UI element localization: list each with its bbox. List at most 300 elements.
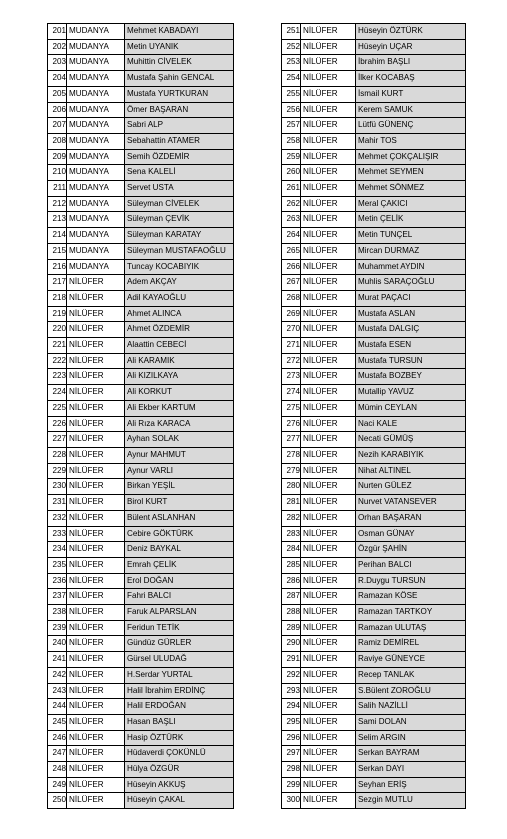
table-row — [48, 447, 234, 463]
row-number: 257 — [282, 118, 301, 134]
row-number: 215 — [48, 243, 67, 259]
row-number: 268 — [282, 290, 301, 306]
district-cell: MUDANYA — [67, 86, 125, 102]
row-number: 243 — [48, 683, 67, 699]
table-row — [282, 620, 466, 636]
name-cell: Ramazan TARTKOY — [356, 605, 466, 621]
table-row — [282, 322, 466, 338]
table-row — [48, 652, 234, 668]
name-cell: Mehmet ÇOKÇALIŞIR — [356, 149, 466, 165]
table-row — [48, 306, 234, 322]
name-cell: Servet USTA — [125, 181, 234, 197]
name-cell: İsmail KURT — [356, 86, 466, 102]
row-number: 207 — [48, 118, 67, 134]
name-cell: Feridun TETİK — [125, 620, 234, 636]
table-row — [282, 714, 466, 730]
row-number: 289 — [282, 620, 301, 636]
row-number: 296 — [282, 730, 301, 746]
name-cell: Mehmet KABADAYI — [125, 24, 234, 40]
district-cell: NİLÜFER — [67, 479, 125, 495]
district-cell: NİLÜFER — [67, 699, 125, 715]
district-cell: MUDANYA — [67, 165, 125, 181]
member-table-right — [281, 23, 466, 809]
district-cell: NİLÜFER — [301, 683, 356, 699]
table-row — [282, 793, 466, 809]
table-row — [48, 479, 234, 495]
member-table-right-body — [282, 24, 466, 809]
name-cell: Ali KORKUT — [125, 385, 234, 401]
name-cell: Recep TANLAK — [356, 667, 466, 683]
table-row — [282, 605, 466, 621]
name-cell: Metin TUNÇEL — [356, 228, 466, 244]
table-row — [282, 495, 466, 511]
district-cell: NİLÜFER — [67, 777, 125, 793]
row-number: 256 — [282, 102, 301, 118]
table-row — [48, 71, 234, 87]
name-cell: Birol KURT — [125, 495, 234, 511]
table-row — [48, 118, 234, 134]
table-row — [282, 228, 466, 244]
row-number: 234 — [48, 542, 67, 558]
row-number: 270 — [282, 322, 301, 338]
table-row — [48, 369, 234, 385]
row-number: 239 — [48, 620, 67, 636]
district-cell: NİLÜFER — [301, 118, 356, 134]
district-cell: NİLÜFER — [67, 306, 125, 322]
table-row — [282, 71, 466, 87]
name-cell: Süleyman ÇEVİK — [125, 212, 234, 228]
district-cell: NİLÜFER — [301, 400, 356, 416]
name-cell: Alaattin CEBECİ — [125, 338, 234, 354]
row-number: 264 — [282, 228, 301, 244]
name-cell: Hülya ÖZGÜR — [125, 762, 234, 778]
table-row — [282, 196, 466, 212]
name-cell: Ali Ekber KARTUM — [125, 400, 234, 416]
table-row — [282, 479, 466, 495]
district-cell: NİLÜFER — [301, 479, 356, 495]
name-cell: Muhittin CİVELEK — [125, 55, 234, 71]
row-number: 231 — [48, 495, 67, 511]
table-row — [48, 542, 234, 558]
row-number: 229 — [48, 463, 67, 479]
row-number: 255 — [282, 86, 301, 102]
district-cell: NİLÜFER — [301, 510, 356, 526]
table-row — [282, 149, 466, 165]
row-number: 283 — [282, 526, 301, 542]
name-cell: Semih ÖZDEMİR — [125, 149, 234, 165]
table-row — [282, 102, 466, 118]
row-number: 237 — [48, 589, 67, 605]
name-cell: Necati GÜMÜŞ — [356, 432, 466, 448]
row-number: 249 — [48, 777, 67, 793]
row-number: 213 — [48, 212, 67, 228]
table-row — [282, 39, 466, 55]
table-row — [48, 338, 234, 354]
name-cell: Sezgin MUTLU — [356, 793, 466, 809]
district-cell: NİLÜFER — [301, 652, 356, 668]
name-cell: Lütfü GÜNENÇ — [356, 118, 466, 134]
table-row — [282, 86, 466, 102]
name-cell: Muhlis SARAÇOĞLU — [356, 275, 466, 291]
district-cell: NİLÜFER — [301, 275, 356, 291]
row-number: 242 — [48, 667, 67, 683]
table-row — [48, 667, 234, 683]
district-cell: MUDANYA — [67, 181, 125, 197]
district-cell: NİLÜFER — [301, 86, 356, 102]
table-row — [48, 165, 234, 181]
district-cell: NİLÜFER — [301, 526, 356, 542]
row-number: 299 — [282, 777, 301, 793]
district-cell: NİLÜFER — [301, 589, 356, 605]
district-cell: NİLÜFER — [67, 589, 125, 605]
district-cell: MUDANYA — [67, 102, 125, 118]
district-cell: NİLÜFER — [67, 416, 125, 432]
table-row — [48, 730, 234, 746]
table-row — [282, 118, 466, 134]
table-row — [282, 338, 466, 354]
row-number: 251 — [282, 24, 301, 40]
name-cell: Mümin CEYLAN — [356, 400, 466, 416]
name-cell: İlker KOCABAŞ — [356, 71, 466, 87]
district-cell: NİLÜFER — [301, 605, 356, 621]
name-cell: Ali KARAMIK — [125, 353, 234, 369]
district-cell: NİLÜFER — [301, 730, 356, 746]
name-cell: Sebahattin ATAMER — [125, 133, 234, 149]
district-cell: NİLÜFER — [301, 322, 356, 338]
table-row — [48, 463, 234, 479]
name-cell: Faruk ALPARSLAN — [125, 605, 234, 621]
district-cell: NİLÜFER — [67, 730, 125, 746]
table-row — [48, 228, 234, 244]
name-cell: Aynur VARLI — [125, 463, 234, 479]
table-row — [48, 86, 234, 102]
name-cell: Hüseyin ÇAKAL — [125, 793, 234, 809]
district-cell: NİLÜFER — [301, 196, 356, 212]
table-row — [282, 259, 466, 275]
table-row — [282, 777, 466, 793]
district-cell: NİLÜFER — [67, 338, 125, 354]
name-cell: Kerem SAMUK — [356, 102, 466, 118]
name-cell: Naci KALE — [356, 416, 466, 432]
name-cell: Süleyman CİVELEK — [125, 196, 234, 212]
district-cell: NİLÜFER — [301, 542, 356, 558]
district-cell: NİLÜFER — [301, 212, 356, 228]
row-number: 223 — [48, 369, 67, 385]
row-number: 271 — [282, 338, 301, 354]
table-row — [282, 243, 466, 259]
name-cell: Hüdaverdi ÇOKÜNLÜ — [125, 746, 234, 762]
table-row — [282, 181, 466, 197]
name-cell: Gündüz GÜRLER — [125, 636, 234, 652]
row-number: 288 — [282, 605, 301, 621]
row-number: 263 — [282, 212, 301, 228]
row-number: 201 — [48, 24, 67, 40]
table-row — [48, 322, 234, 338]
row-number: 240 — [48, 636, 67, 652]
row-number: 218 — [48, 290, 67, 306]
row-number: 224 — [48, 385, 67, 401]
row-number: 241 — [48, 652, 67, 668]
name-cell: Özgür ŞAHİN — [356, 542, 466, 558]
table-row — [282, 573, 466, 589]
table-row — [282, 652, 466, 668]
district-cell: NİLÜFER — [67, 667, 125, 683]
table-row — [282, 667, 466, 683]
name-cell: Mustafa BOZBEY — [356, 369, 466, 385]
row-number: 250 — [48, 793, 67, 809]
name-cell: Hasan BAŞLI — [125, 714, 234, 730]
row-number: 206 — [48, 102, 67, 118]
district-cell: NİLÜFER — [301, 432, 356, 448]
row-number: 253 — [282, 55, 301, 71]
name-cell: Nurvet VATANSEVER — [356, 495, 466, 511]
name-cell: Muhammet AYDIN — [356, 259, 466, 275]
table-row — [48, 55, 234, 71]
table-row — [282, 526, 466, 542]
row-number: 294 — [282, 699, 301, 715]
table-row — [48, 133, 234, 149]
name-cell: Sabri ALP — [125, 118, 234, 134]
name-cell: H.Serdar YURTAL — [125, 667, 234, 683]
district-cell: NİLÜFER — [301, 259, 356, 275]
table-row — [282, 385, 466, 401]
table-row — [48, 353, 234, 369]
table-row — [282, 55, 466, 71]
district-cell: NİLÜFER — [67, 369, 125, 385]
table-row — [282, 557, 466, 573]
district-cell: MUDANYA — [67, 71, 125, 87]
name-cell: Sena KALELİ — [125, 165, 234, 181]
district-cell: NİLÜFER — [301, 699, 356, 715]
row-number: 208 — [48, 133, 67, 149]
district-cell: MUDANYA — [67, 149, 125, 165]
table-row — [282, 683, 466, 699]
table-row — [48, 589, 234, 605]
district-cell: NİLÜFER — [301, 416, 356, 432]
name-cell: Bülent ASLANHAN — [125, 510, 234, 526]
name-cell: Ramazan ULUTAŞ — [356, 620, 466, 636]
district-cell: NİLÜFER — [301, 667, 356, 683]
name-cell: Seyhan ERİŞ — [356, 777, 466, 793]
name-cell: Mustafa ASLAN — [356, 306, 466, 322]
row-number: 245 — [48, 714, 67, 730]
district-cell: NİLÜFER — [67, 683, 125, 699]
row-number: 278 — [282, 447, 301, 463]
district-cell: MUDANYA — [67, 133, 125, 149]
district-cell: NİLÜFER — [301, 463, 356, 479]
row-number: 246 — [48, 730, 67, 746]
row-number: 279 — [282, 463, 301, 479]
table-row — [282, 133, 466, 149]
district-cell: NİLÜFER — [67, 447, 125, 463]
district-cell: NİLÜFER — [67, 495, 125, 511]
table-row — [48, 510, 234, 526]
name-cell: Emrah ÇELİK — [125, 557, 234, 573]
table-row — [282, 746, 466, 762]
table-row — [48, 746, 234, 762]
row-number: 272 — [282, 353, 301, 369]
district-cell: NİLÜFER — [67, 400, 125, 416]
name-cell: Birkan YEŞİL — [125, 479, 234, 495]
row-number: 225 — [48, 400, 67, 416]
name-cell: Ali Rıza KARACA — [125, 416, 234, 432]
row-number: 293 — [282, 683, 301, 699]
district-cell: NİLÜFER — [67, 275, 125, 291]
row-number: 298 — [282, 762, 301, 778]
name-cell: S.Bülent ZOROĞLU — [356, 683, 466, 699]
district-cell: NİLÜFER — [67, 526, 125, 542]
table-row — [48, 605, 234, 621]
table-row — [48, 39, 234, 55]
row-number: 214 — [48, 228, 67, 244]
table-row — [282, 165, 466, 181]
name-cell: Mahir TOS — [356, 133, 466, 149]
name-cell: Süleyman KARATAY — [125, 228, 234, 244]
district-cell: NİLÜFER — [67, 605, 125, 621]
name-cell: Serkan DAYI — [356, 762, 466, 778]
member-table-left — [47, 23, 234, 809]
name-cell: Hüseyin AKKUŞ — [125, 777, 234, 793]
member-table-left-body — [48, 24, 234, 809]
table-row — [48, 683, 234, 699]
district-cell: NİLÜFER — [301, 102, 356, 118]
row-number: 248 — [48, 762, 67, 778]
district-cell: NİLÜFER — [67, 714, 125, 730]
row-number: 273 — [282, 369, 301, 385]
row-number: 209 — [48, 149, 67, 165]
district-cell: NİLÜFER — [301, 228, 356, 244]
district-cell: MUDANYA — [67, 259, 125, 275]
district-cell: NİLÜFER — [67, 510, 125, 526]
district-cell: NİLÜFER — [67, 432, 125, 448]
row-number: 275 — [282, 400, 301, 416]
row-number: 216 — [48, 259, 67, 275]
name-cell: Hüseyin ÖZTÜRK — [356, 24, 466, 40]
district-cell: NİLÜFER — [301, 447, 356, 463]
name-cell: Salih NAZİLLİ — [356, 699, 466, 715]
table-row — [48, 557, 234, 573]
district-cell: NİLÜFER — [301, 714, 356, 730]
name-cell: Mustafa TURSUN — [356, 353, 466, 369]
name-cell: Ahmet ALINCA — [125, 306, 234, 322]
table-row — [48, 777, 234, 793]
name-cell: Metin UYANIK — [125, 39, 234, 55]
name-cell: Sami DOLAN — [356, 714, 466, 730]
name-cell: Adem AKÇAY — [125, 275, 234, 291]
row-number: 226 — [48, 416, 67, 432]
name-cell: Ramiz DEMİREL — [356, 636, 466, 652]
row-number: 258 — [282, 133, 301, 149]
table-row — [282, 290, 466, 306]
district-cell: MUDANYA — [67, 196, 125, 212]
row-number: 221 — [48, 338, 67, 354]
district-cell: NİLÜFER — [301, 71, 356, 87]
row-number: 282 — [282, 510, 301, 526]
table-row — [282, 400, 466, 416]
row-number: 284 — [282, 542, 301, 558]
table-row — [48, 793, 234, 809]
row-number: 290 — [282, 636, 301, 652]
row-number: 232 — [48, 510, 67, 526]
name-cell: İbrahim BAŞLI — [356, 55, 466, 71]
name-cell: Mehmet SEYMEN — [356, 165, 466, 181]
district-cell: MUDANYA — [67, 243, 125, 259]
district-cell: NİLÜFER — [67, 636, 125, 652]
district-cell: NİLÜFER — [301, 243, 356, 259]
row-number: 277 — [282, 432, 301, 448]
name-cell: Raviye GÜNEYCE — [356, 652, 466, 668]
district-cell: NİLÜFER — [67, 762, 125, 778]
row-number: 222 — [48, 353, 67, 369]
row-number: 295 — [282, 714, 301, 730]
name-cell: Mustafa ESEN — [356, 338, 466, 354]
row-number: 266 — [282, 259, 301, 275]
table-row — [282, 369, 466, 385]
district-cell: MUDANYA — [67, 39, 125, 55]
row-number: 203 — [48, 55, 67, 71]
name-cell: Mustafa YURTKURAN — [125, 86, 234, 102]
table-row — [48, 526, 234, 542]
name-cell: Mircan DURMAZ — [356, 243, 466, 259]
district-cell: MUDANYA — [67, 24, 125, 40]
table-row — [48, 102, 234, 118]
district-cell: NİLÜFER — [67, 746, 125, 762]
district-cell: NİLÜFER — [301, 762, 356, 778]
table-row — [48, 416, 234, 432]
table-row — [282, 432, 466, 448]
district-cell: MUDANYA — [67, 228, 125, 244]
row-number: 262 — [282, 196, 301, 212]
row-number: 233 — [48, 526, 67, 542]
table-row — [282, 447, 466, 463]
row-number: 220 — [48, 322, 67, 338]
district-cell: NİLÜFER — [67, 322, 125, 338]
district-cell: MUDANYA — [67, 118, 125, 134]
name-cell: Selim ARGIN — [356, 730, 466, 746]
district-cell: NİLÜFER — [67, 620, 125, 636]
district-cell: NİLÜFER — [301, 133, 356, 149]
row-number: 259 — [282, 149, 301, 165]
name-cell: Mutallip YAVUZ — [356, 385, 466, 401]
row-number: 274 — [282, 385, 301, 401]
name-cell: Deniz BAYKAL — [125, 542, 234, 558]
row-number: 205 — [48, 86, 67, 102]
row-number: 276 — [282, 416, 301, 432]
district-cell: NİLÜFER — [67, 573, 125, 589]
row-number: 267 — [282, 275, 301, 291]
row-number: 217 — [48, 275, 67, 291]
row-number: 254 — [282, 71, 301, 87]
name-cell: Gürsel ULUDAĞ — [125, 652, 234, 668]
name-cell: Ayhan SOLAK — [125, 432, 234, 448]
row-number: 227 — [48, 432, 67, 448]
district-cell: NİLÜFER — [301, 306, 356, 322]
name-cell: Adil KAYAOĞLU — [125, 290, 234, 306]
district-cell: NİLÜFER — [301, 353, 356, 369]
table-row — [48, 290, 234, 306]
district-cell: NİLÜFER — [67, 385, 125, 401]
name-cell: Osman GÜNAY — [356, 526, 466, 542]
district-cell: NİLÜFER — [301, 620, 356, 636]
row-number: 252 — [282, 39, 301, 55]
name-cell: Serkan BAYRAM — [356, 746, 466, 762]
table-row — [48, 212, 234, 228]
name-cell: Ahmet ÖZDEMİR — [125, 322, 234, 338]
row-number: 260 — [282, 165, 301, 181]
row-number: 219 — [48, 306, 67, 322]
row-number: 244 — [48, 699, 67, 715]
row-number: 269 — [282, 306, 301, 322]
